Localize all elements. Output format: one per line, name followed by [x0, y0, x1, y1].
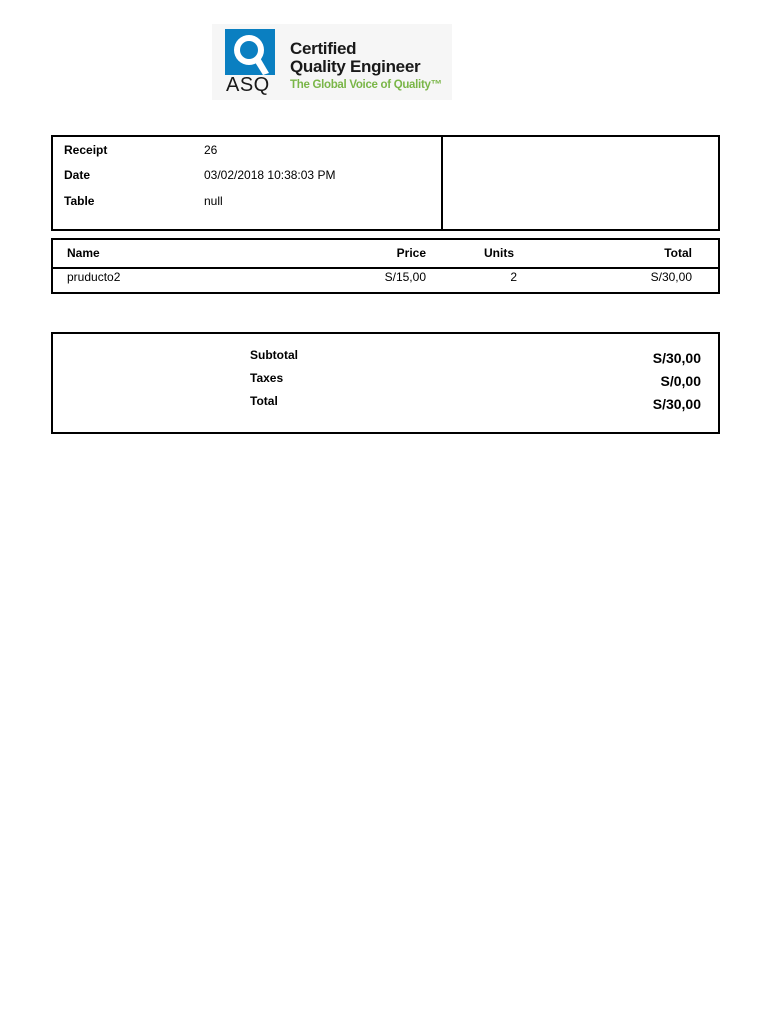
receipt-number: 26 [204, 143, 218, 157]
item-price-cell: S/15,00 [384, 270, 426, 284]
subtotal-value: S/30,00 [652, 350, 701, 366]
header-price: Price [396, 246, 426, 260]
logo-tagline: The Global Voice of Quality™ [290, 79, 442, 91]
receipt-label: Receipt [64, 143, 108, 157]
totals-box [51, 332, 720, 434]
item-total-cell: S/30,00 [650, 270, 692, 284]
item-name-cell: pruducto2 [67, 270, 121, 284]
table-label: Table [64, 194, 95, 208]
date-label: Date [64, 168, 91, 182]
logo-asq-text: ASQ [226, 74, 270, 96]
info-box-divider [441, 137, 443, 229]
item-units-cell: 2 [510, 270, 517, 284]
header-units: Units [484, 246, 514, 260]
table-value: null [204, 194, 223, 208]
certification-logo [212, 24, 452, 100]
table-header-divider [53, 267, 718, 269]
taxes-value: S/0,00 [660, 373, 701, 389]
total-label: Total [250, 394, 278, 408]
header-total: Total [664, 246, 692, 260]
items-table [51, 238, 720, 294]
logo-title-line1: Certified [290, 39, 357, 58]
receipt-info-box [51, 135, 720, 231]
taxes-label: Taxes [250, 371, 284, 385]
header-name: Name [67, 246, 100, 260]
subtotal-label: Subtotal [250, 348, 298, 362]
logo-title-line2: Quality Engineer [290, 57, 421, 76]
date-value: 03/02/2018 10:38:03 PM [204, 168, 336, 182]
total-value: S/30,00 [652, 396, 701, 412]
